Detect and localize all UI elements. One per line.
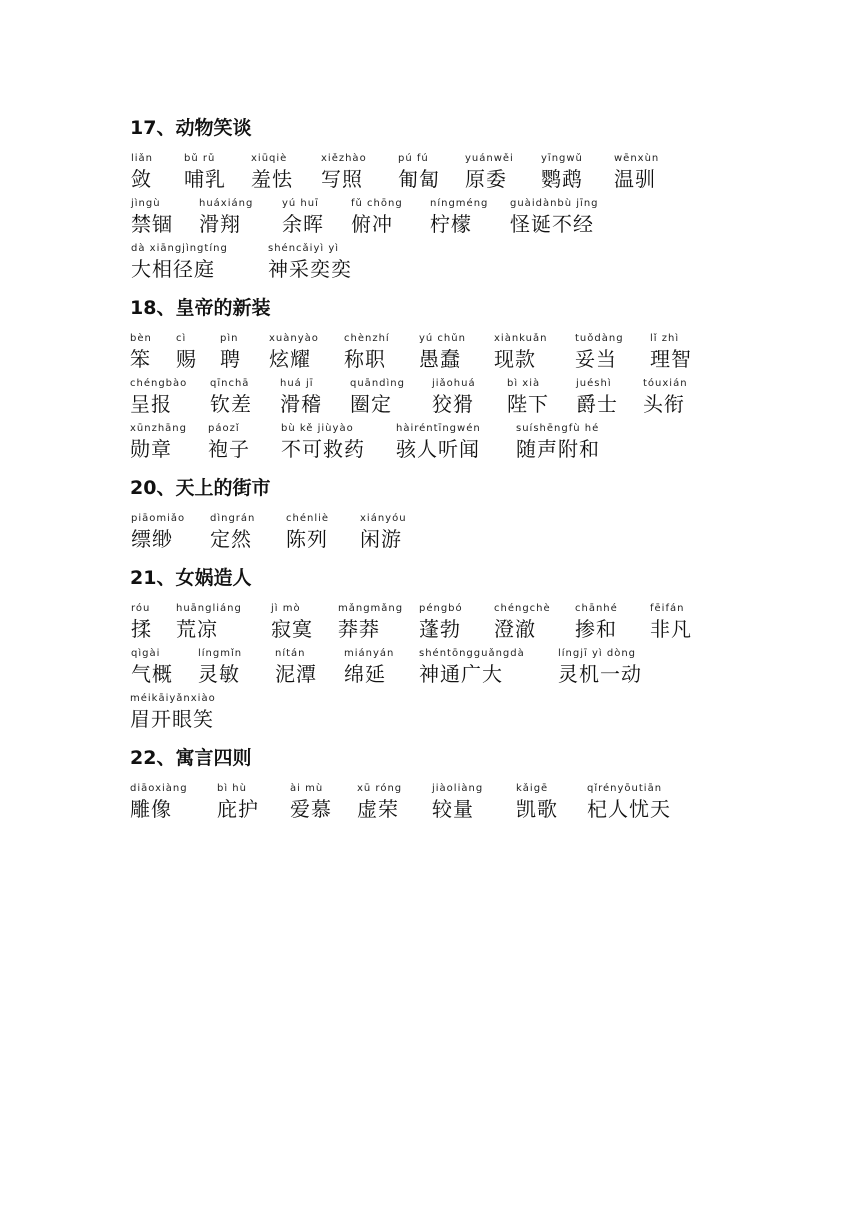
hanzi: 赐 bbox=[176, 347, 197, 371]
pinyin: chéngchè bbox=[494, 603, 551, 614]
pinyin: bèn bbox=[130, 333, 152, 344]
hanzi: 虚荣 bbox=[357, 797, 399, 821]
vocab-item bbox=[419, 603, 463, 641]
pinyin: huāngliáng bbox=[176, 603, 242, 614]
vocab-item bbox=[271, 603, 313, 641]
hanzi: 定然 bbox=[210, 527, 252, 551]
hanzi: 鹦鹉 bbox=[541, 167, 583, 191]
vocab-item bbox=[282, 198, 324, 236]
pinyin: níngméng bbox=[430, 198, 489, 209]
vocab-item bbox=[210, 513, 255, 551]
vocab-item bbox=[338, 603, 403, 641]
pinyin: xiězhào bbox=[321, 153, 367, 164]
hanzi: 揉 bbox=[131, 617, 152, 641]
vocab-item bbox=[131, 153, 153, 191]
vocab-item bbox=[516, 423, 600, 461]
hanzi: 雕像 bbox=[130, 797, 172, 821]
vocab-item bbox=[432, 378, 476, 416]
vocab-item bbox=[357, 783, 402, 821]
pinyin: xū róng bbox=[357, 783, 403, 794]
section-title: 22、寓言四则 bbox=[130, 747, 252, 769]
pinyin: nítán bbox=[275, 648, 306, 659]
pinyin: bǔ rǔ bbox=[184, 153, 216, 164]
pinyin: wēnxùn bbox=[614, 153, 660, 164]
hanzi: 禁锢 bbox=[131, 212, 173, 236]
hanzi: 凯歌 bbox=[516, 797, 558, 821]
pinyin: kǎigē bbox=[516, 783, 549, 794]
hanzi: 澄澈 bbox=[494, 617, 536, 641]
vocab-item bbox=[220, 333, 241, 371]
hanzi: 妥当 bbox=[575, 347, 617, 371]
hanzi: 温驯 bbox=[614, 167, 656, 191]
hanzi: 滑翔 bbox=[199, 212, 241, 236]
hanzi: 眉开眼笑 bbox=[130, 707, 214, 731]
pinyin: péngbó bbox=[419, 603, 463, 614]
pinyin: méikāiyǎnxiào bbox=[130, 693, 216, 704]
pinyin: huá jī bbox=[280, 378, 314, 389]
pinyin: qìgài bbox=[131, 648, 161, 659]
hanzi: 寂寞 bbox=[271, 617, 313, 641]
vocab-item bbox=[286, 513, 329, 551]
hanzi: 神通广大 bbox=[419, 662, 503, 686]
hanzi: 较量 bbox=[432, 797, 474, 821]
vocab-item bbox=[280, 378, 322, 416]
vocab-item bbox=[351, 198, 403, 236]
pinyin: chénliè bbox=[286, 513, 330, 524]
vocab-item bbox=[465, 153, 514, 191]
hanzi: 聘 bbox=[220, 347, 241, 371]
pinyin: chānhé bbox=[575, 603, 618, 614]
hanzi: 柠檬 bbox=[430, 212, 472, 236]
hanzi: 头衔 bbox=[643, 392, 685, 416]
pinyin: xuànyào bbox=[269, 333, 319, 344]
vocab-item bbox=[398, 153, 440, 191]
pinyin: dìngrán bbox=[210, 513, 256, 524]
hanzi: 现款 bbox=[494, 347, 536, 371]
vocab-item bbox=[432, 783, 483, 821]
hanzi: 闲游 bbox=[360, 527, 402, 551]
vocab-item bbox=[217, 783, 259, 821]
pinyin: jiàoliàng bbox=[432, 783, 484, 794]
vocab-item bbox=[184, 153, 226, 191]
pinyin: xiányóu bbox=[360, 513, 407, 524]
vocab-item bbox=[208, 423, 250, 461]
hanzi: 羞怯 bbox=[251, 167, 293, 191]
pinyin: bì hù bbox=[217, 783, 247, 794]
vocab-item bbox=[130, 693, 216, 731]
pinyin: guàidànbù jīng bbox=[510, 198, 599, 209]
hanzi: 圈定 bbox=[350, 392, 392, 416]
section-title: 21、女娲造人 bbox=[130, 567, 252, 589]
vocab-item bbox=[430, 198, 488, 236]
vocab-item bbox=[131, 513, 185, 551]
pinyin: jiǎohuá bbox=[432, 378, 476, 389]
vocab-item bbox=[176, 333, 197, 371]
vocab-item bbox=[650, 333, 692, 371]
vocab-item bbox=[576, 378, 618, 416]
vocab-item bbox=[650, 603, 692, 641]
vocab-item bbox=[199, 198, 253, 236]
hanzi: 泥潭 bbox=[275, 662, 317, 686]
pinyin: róu bbox=[131, 603, 151, 614]
pinyin: língjī yì dòng bbox=[558, 648, 637, 659]
vocab-item bbox=[350, 378, 405, 416]
hanzi: 骇人听闻 bbox=[396, 437, 480, 461]
hanzi: 大相径庭 bbox=[131, 257, 215, 281]
vocab-item bbox=[494, 333, 547, 371]
pinyin: suíshēngfù hé bbox=[516, 423, 600, 434]
vocab-item bbox=[558, 648, 642, 686]
vocab-item bbox=[176, 603, 242, 641]
pinyin: bì xià bbox=[507, 378, 541, 389]
hanzi: 怪诞不经 bbox=[510, 212, 594, 236]
hanzi: 灵敏 bbox=[198, 662, 240, 686]
pinyin: yú chǔn bbox=[419, 333, 466, 344]
hanzi: 呈报 bbox=[130, 392, 172, 416]
pinyin: tuǒdàng bbox=[575, 333, 624, 344]
pinyin: yīngwǔ bbox=[541, 153, 583, 164]
pinyin: bù kě jiùyào bbox=[281, 423, 354, 434]
vocab-item bbox=[419, 333, 466, 371]
vocab-item bbox=[198, 648, 242, 686]
hanzi: 袍子 bbox=[208, 437, 250, 461]
pinyin: jì mò bbox=[271, 603, 301, 614]
vocab-item bbox=[507, 378, 549, 416]
hanzi: 敛 bbox=[131, 167, 152, 191]
vocab-item bbox=[275, 648, 317, 686]
hanzi: 哺乳 bbox=[184, 167, 226, 191]
hanzi: 蓬勃 bbox=[419, 617, 461, 641]
hanzi: 陈列 bbox=[286, 527, 328, 551]
vocab-item bbox=[131, 603, 152, 641]
section-title: 18、皇帝的新装 bbox=[130, 297, 271, 319]
hanzi: 勋章 bbox=[130, 437, 172, 461]
pinyin: pìn bbox=[220, 333, 239, 344]
hanzi: 随声附和 bbox=[516, 437, 600, 461]
vocab-item bbox=[130, 333, 152, 371]
pinyin: diāoxiàng bbox=[130, 783, 188, 794]
hanzi: 余晖 bbox=[282, 212, 324, 236]
pinyin: yuánwěi bbox=[465, 153, 514, 164]
vocab-item bbox=[131, 243, 228, 281]
vocab-item bbox=[251, 153, 293, 191]
hanzi: 称职 bbox=[344, 347, 386, 371]
vocab-item bbox=[396, 423, 481, 461]
vocab-item bbox=[130, 783, 188, 821]
pinyin: tóuxián bbox=[643, 378, 688, 389]
vocab-item bbox=[360, 513, 407, 551]
hanzi: 缥缈 bbox=[131, 527, 173, 551]
hanzi: 炫耀 bbox=[269, 347, 311, 371]
pinyin: ài mù bbox=[290, 783, 324, 794]
pinyin: liǎn bbox=[131, 153, 154, 164]
pinyin: fēifán bbox=[650, 603, 685, 614]
hanzi: 庇护 bbox=[217, 797, 259, 821]
vocab-item bbox=[516, 783, 558, 821]
vocab-item bbox=[614, 153, 659, 191]
pinyin: juéshì bbox=[576, 378, 612, 389]
vocab-item bbox=[290, 783, 332, 821]
vocab-item bbox=[643, 378, 688, 416]
vocab-item bbox=[281, 423, 365, 461]
hanzi: 掺和 bbox=[575, 617, 617, 641]
hanzi: 笨 bbox=[130, 347, 151, 371]
vocab-item bbox=[131, 198, 173, 236]
vocab-item bbox=[321, 153, 367, 191]
vocab-item bbox=[130, 378, 187, 416]
pinyin: xiànkuǎn bbox=[494, 333, 548, 344]
hanzi: 俯冲 bbox=[351, 212, 393, 236]
pinyin: língmǐn bbox=[198, 648, 243, 659]
hanzi: 神采奕奕 bbox=[268, 257, 352, 281]
hanzi: 灵机一动 bbox=[558, 662, 642, 686]
pinyin: shéntōngguǎngdà bbox=[419, 648, 525, 659]
hanzi: 爵士 bbox=[576, 392, 618, 416]
section-title: 17、动物笑谈 bbox=[130, 117, 252, 139]
hanzi: 莽莽 bbox=[338, 617, 380, 641]
vocab-item bbox=[494, 603, 551, 641]
hanzi: 钦差 bbox=[210, 392, 252, 416]
hanzi: 狡猾 bbox=[432, 392, 474, 416]
vocab-item bbox=[131, 648, 173, 686]
hanzi: 匍匐 bbox=[398, 167, 440, 191]
hanzi: 理智 bbox=[650, 347, 692, 371]
vocab-item bbox=[268, 243, 352, 281]
pinyin: mǎngmǎng bbox=[338, 603, 404, 614]
vocab-item bbox=[419, 648, 525, 686]
vocab-item bbox=[587, 783, 671, 821]
vocab-item bbox=[210, 378, 252, 416]
hanzi: 杞人忧天 bbox=[587, 797, 671, 821]
vocab-item bbox=[344, 333, 390, 371]
pinyin: fǔ chōng bbox=[351, 198, 403, 209]
pinyin: qǐrényōutiān bbox=[587, 783, 663, 794]
pinyin: páozǐ bbox=[208, 423, 240, 434]
pinyin: dà xiāngjìngtíng bbox=[131, 243, 228, 254]
hanzi: 气概 bbox=[131, 662, 173, 686]
section-title: 20、天上的街市 bbox=[130, 477, 271, 499]
hanzi: 非凡 bbox=[650, 617, 692, 641]
vocab-item bbox=[344, 648, 394, 686]
pinyin: quāndìng bbox=[350, 378, 405, 389]
pinyin: chéngbào bbox=[130, 378, 188, 389]
hanzi: 愚蠢 bbox=[419, 347, 461, 371]
pinyin: xiūqiè bbox=[251, 153, 288, 164]
hanzi: 原委 bbox=[465, 167, 507, 191]
vocab-item bbox=[510, 198, 599, 236]
hanzi: 爱慕 bbox=[290, 797, 332, 821]
pinyin: hàiréntīngwén bbox=[396, 423, 481, 434]
pinyin: miányán bbox=[344, 648, 395, 659]
pinyin: huáxiáng bbox=[199, 198, 254, 209]
pinyin: jìngù bbox=[131, 198, 161, 209]
vocab-item bbox=[575, 333, 624, 371]
pinyin: chènzhí bbox=[344, 333, 390, 344]
pinyin: yú huī bbox=[282, 198, 319, 209]
pinyin: pú fú bbox=[398, 153, 429, 164]
hanzi: 滑稽 bbox=[280, 392, 322, 416]
vocab-item bbox=[269, 333, 319, 371]
hanzi: 写照 bbox=[321, 167, 363, 191]
pinyin: lǐ zhì bbox=[650, 333, 680, 344]
hanzi: 不可救药 bbox=[281, 437, 365, 461]
vocab-item bbox=[130, 423, 187, 461]
pinyin: xūnzhāng bbox=[130, 423, 187, 434]
pinyin: shéncǎiyì yì bbox=[268, 243, 340, 254]
hanzi: 陛下 bbox=[507, 392, 549, 416]
vocab-item bbox=[541, 153, 583, 191]
pinyin: qīnchā bbox=[210, 378, 250, 389]
pinyin: piāomiǎo bbox=[131, 513, 186, 524]
pinyin: cì bbox=[176, 333, 187, 344]
hanzi: 绵延 bbox=[344, 662, 386, 686]
vocab-item bbox=[575, 603, 618, 641]
hanzi: 荒凉 bbox=[176, 617, 218, 641]
